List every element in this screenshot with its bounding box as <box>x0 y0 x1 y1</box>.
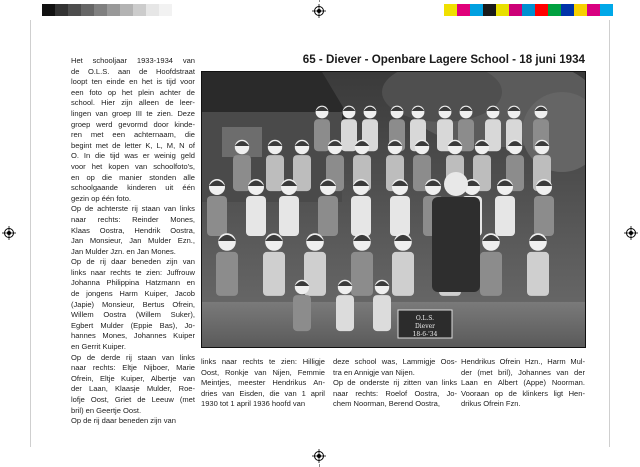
caption-line: 1930 tot 1 april 1936 hoofd van <box>201 399 306 409</box>
person-figure <box>341 119 357 151</box>
caption-line: naar rechts: Eltje Nijboer, Marie <box>71 363 195 373</box>
person-figure <box>318 196 338 236</box>
person-figure <box>495 196 515 236</box>
caption-line: lingen van groep III te zien. Deze <box>71 108 195 118</box>
print-greyscale-bar <box>42 4 198 16</box>
person-figure <box>314 119 330 151</box>
print-swatch <box>133 4 146 16</box>
caption-line: links naar rechts te zien: Juffrouw <box>71 267 195 277</box>
person-figure <box>534 196 554 236</box>
caption-line: gezin op één foto. <box>71 193 132 203</box>
caption-line: drikus Ofrein Fzn. <box>461 399 521 409</box>
registration-mark-top-icon <box>312 4 326 18</box>
print-swatch <box>574 4 587 16</box>
caption-line: Op de onderste rij zitten van links <box>333 378 457 388</box>
caption-line: loopt ten einde en het is tijd voor <box>71 77 195 87</box>
print-swatch <box>68 4 81 16</box>
print-swatch <box>470 4 483 16</box>
person-figure <box>293 295 311 331</box>
caption-line: chem Noorman, Berend Oostra, <box>333 399 440 409</box>
caption-column-bottom-2 <box>333 357 457 410</box>
caption-line: Het schooljaar 1933-1934 van <box>71 56 195 65</box>
person-figure <box>480 252 502 296</box>
person-figure <box>527 252 549 296</box>
caption-line: lofje Oost, Griet de Leeuw (met <box>71 395 195 404</box>
print-swatch <box>561 4 574 16</box>
person-figure <box>207 196 227 236</box>
caption-line: schoolgaande kinderen uit één <box>71 183 195 193</box>
caption-line: school. Hier zijn alleen de leer- <box>71 98 195 108</box>
print-swatch <box>42 4 55 16</box>
person-figure <box>373 295 391 331</box>
crop-line-left <box>30 20 31 447</box>
caption-line: O. In die tijd was er weinig geld <box>71 151 195 161</box>
caption-line: Jan Monsieur, Jan Mulder Ezn., <box>71 236 195 246</box>
caption-line: naar rechts: Reinder Mones, <box>71 214 195 224</box>
person-figure <box>392 252 414 296</box>
caption-line: groep werd gevormd door kinde- <box>71 119 195 129</box>
caption-line: Johanna Philippina Hatzmann en <box>71 278 195 288</box>
caption-line: Egbert Mulder (Eppie Bas), Jo- <box>71 320 195 330</box>
print-swatch <box>81 4 94 16</box>
registration-mark-left-icon <box>2 226 16 240</box>
caption-line: Oost, Ronkje van Nijen, Femmie <box>201 367 325 377</box>
caption-line: bril) en Geertje Oost. <box>71 405 142 415</box>
school-class-photo-icon <box>202 72 585 347</box>
caption-line: dries van Eisden, die van 1 april <box>201 388 325 398</box>
print-swatch <box>159 4 172 16</box>
caption-line: Laan en Albert (Appe) Noorman. <box>461 378 585 388</box>
caption-line: Ofrein, Eltje Kuiper, Albertje van <box>71 373 195 383</box>
caption-line: tra en Annigje van Nijen. <box>333 367 415 377</box>
caption-line: ren met een achternaam, die <box>71 130 195 140</box>
crop-line-right <box>609 20 610 447</box>
print-swatch <box>522 4 535 16</box>
caption-line: Willem Oostra (Willem Suker), <box>71 310 195 320</box>
print-swatch <box>94 4 107 16</box>
print-swatch <box>600 4 613 16</box>
class-photo <box>201 71 586 348</box>
print-swatch <box>535 4 548 16</box>
print-swatch <box>107 4 120 16</box>
caption-line: Jan Mulder Jzn. en Jan Mones. <box>71 246 176 256</box>
caption-line: Vooraan op de klinkers ligt Hen- <box>461 388 585 398</box>
caption-line: Hendrikus Ofrein Hzn., Harm Mul- <box>461 357 585 366</box>
print-swatch <box>457 4 470 16</box>
print-swatch <box>172 4 185 16</box>
person-figure <box>216 252 238 296</box>
print-swatch <box>120 4 133 16</box>
caption-line: links naar rechts te zien: Hilligje <box>201 357 325 366</box>
page-title: 65 - Diever - Openbare Lagere School - 18 juni 1934 <box>302 53 585 66</box>
print-color-bar <box>444 4 626 16</box>
caption-line: Op de derde rij staan van links <box>71 352 195 362</box>
caption-line: Op de achterste rij staan van links <box>71 204 195 214</box>
caption-line: naar rechts: Roelof Oostra, Jo- <box>333 388 457 398</box>
print-swatch <box>496 4 509 16</box>
print-swatch <box>509 4 522 16</box>
caption-line: Op de rij daar beneden zijn van <box>71 416 176 426</box>
person-figure <box>263 252 285 296</box>
print-swatch <box>483 4 496 16</box>
print-swatch <box>587 4 600 16</box>
caption-line: en op die manier stonden alle <box>71 172 195 182</box>
caption-line: Klaas Oostra, Hendrik Oostra, <box>71 225 195 235</box>
print-swatch <box>613 4 626 16</box>
print-swatch <box>444 4 457 16</box>
caption-line: hannes Mones, Johannes Kuiper <box>71 331 195 341</box>
caption-line: der Laan, Klaasje Mulder, Roe- <box>71 384 195 394</box>
caption-line: voor het kopen van schoolfoto's, <box>71 161 195 171</box>
caption-column-left <box>71 56 195 427</box>
person-figure <box>336 295 354 331</box>
plaque-line-3: 18-6-'34 <box>412 331 438 338</box>
registration-mark-right-icon <box>624 226 638 240</box>
print-swatch <box>185 4 198 16</box>
caption-column-bottom-3 <box>461 357 585 410</box>
plaque-line-2: Diever <box>414 323 436 330</box>
caption-line: (Japie) Monsieur, Bertus Ofrein, <box>71 299 195 309</box>
caption-line: de jongens Harm Kuiper, Jacob <box>71 289 195 299</box>
person-figure <box>351 252 373 296</box>
caption-line: en Gerrit Kuiper. <box>71 342 126 352</box>
caption-line: begint met de letter K, L, M, N of <box>71 140 195 150</box>
teacher-figure <box>432 197 480 292</box>
registration-mark-bottom-icon <box>312 449 326 463</box>
print-swatch <box>55 4 68 16</box>
print-swatch <box>146 4 159 16</box>
caption-column-bottom-1 <box>201 357 325 410</box>
person-figure <box>246 196 266 236</box>
person-figure <box>351 196 371 236</box>
print-swatch <box>548 4 561 16</box>
caption-line: deze school was, Lammigje Oos- <box>333 357 457 366</box>
caption-line: Op de rij daar beneden zijn van <box>71 257 195 267</box>
person-figure <box>390 196 410 236</box>
caption-line: Meintjes, meester Hendrikus An- <box>201 378 325 388</box>
caption-line: de O.L.S. aan de Hoofdstraat <box>71 66 195 76</box>
caption-line: der (met bril), Johannes van der <box>461 367 585 377</box>
fold-line-top <box>319 0 320 2</box>
person-figure <box>279 196 299 236</box>
plaque-line-1: O.L.S. <box>415 315 435 322</box>
teacher-head <box>444 172 468 196</box>
caption-line: een foto op het plein achter de <box>71 87 195 97</box>
